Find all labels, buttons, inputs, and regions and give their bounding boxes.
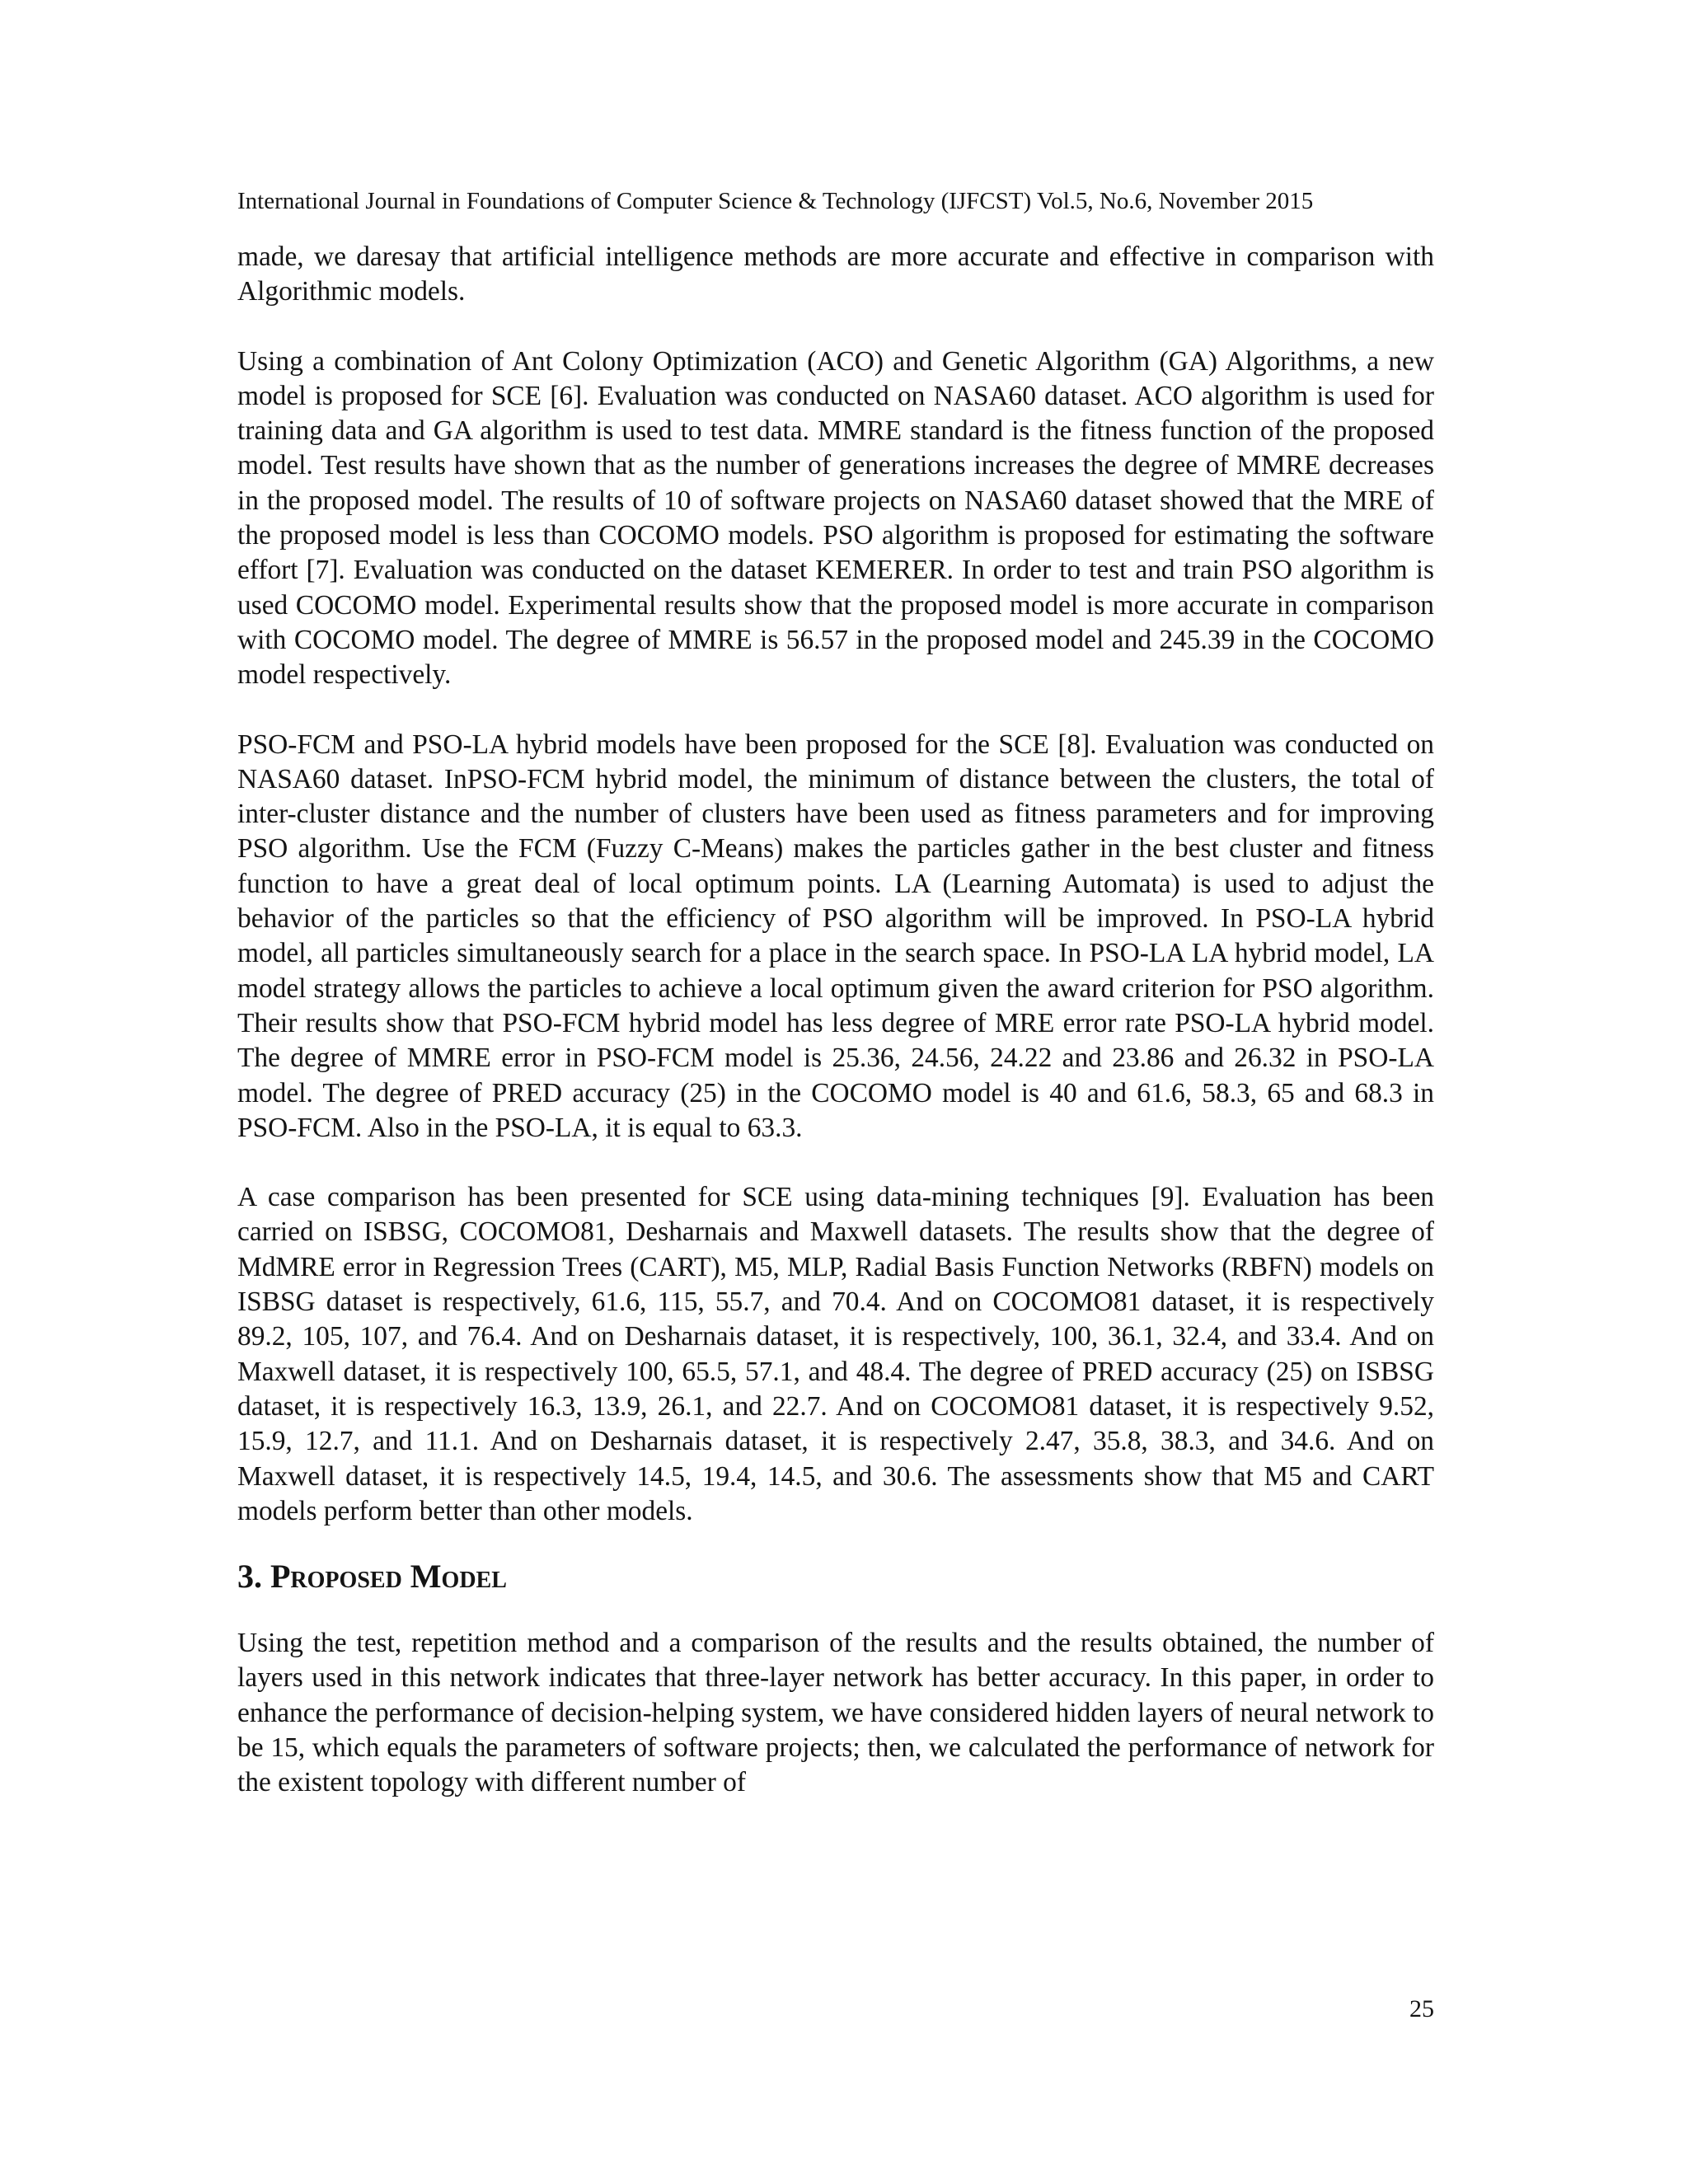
paragraph-proposed-model: Using the test, repetition method and a comparison of the results and the results obtained, the number of layers used in this network indicates that three-layer network has better accuracy. In this paper, in order to enhance the performance of decision-helping system, we have considered hidden layers of neural network to be 15, which equals the parameters of software projects; then, we calculated the performance of network for the existent topology with different number of xyxy=(237,1628,1434,1798)
section-heading xyxy=(237,1555,1434,1598)
running-header: International Journal in Foundations of Computer Science & Technology (IJFCST) Vol.5, No.6, November 2015 xyxy=(237,188,1314,214)
paragraph-continuation: made, we daresay that artificial intelligence methods are more accurate and effective in comparison with Algorithmic models. xyxy=(237,241,1434,307)
section-title: Proposed Model xyxy=(270,1558,507,1596)
article-body xyxy=(237,240,1434,1801)
paragraph-pso-hybrid: PSO-FCM and PSO-LA hybrid models have been proposed for the SCE [8]. Evaluation was conducted on NASA60 dataset. InPSO-FCM hybrid model, the minimum of distance between the clusters, the total of inter-cluster distance and the number of clusters have been used as fitness parameters and for improving PSO algorithm. Use the FCM (Fuzzy C-Means) makes the particles gather in the best cluster and fitness function to have a great deal of local optimum points. LA (Learning Automata) is used to adjust the behavior of the particles so that the efficiency of PSO algorithm will be improved. In PSO-LA hybrid model, all particles simultaneously search for a place in the search space. In PSO-LA LA hybrid model, LA model strategy allows the particles to achieve a local optimum given the award criterion for PSO algorithm. Their results show that PSO-FCM hybrid model has less degree of MRE error rate PSO-LA hybrid model. The degree of MMRE error in PSO-FCM model is 25.36, 24.56, 24.22 and 23.86 and 26.32 in PSO-LA model. The degree of PRED accuracy (25) in the COCOMO model is 40 and 61.6, 58.3, 65 and 68.3 in PSO-FCM. Also in the PSO-LA, it is equal to 63.3. xyxy=(237,729,1434,1143)
section-number: 3. xyxy=(237,1558,262,1596)
paragraph-aco-ga: Using a combination of Ant Colony Optimization (ACO) and Genetic Algorithm (GA) Algorithms, a new model is proposed for SCE [6]. Evaluation was conducted on NASA60 dataset. ACO algorithm is used for training data and GA algorithm is used to test data. MMRE standard is the fitness function of the proposed model. Test results have shown that as the number of generations increases the degree of MMRE decreases in the proposed model. The results of 10 of software projects on NASA60 dataset showed that the MRE of the proposed model is less than COCOMO models. PSO algorithm is proposed for estimating the software effort [7]. Evaluation was conducted on the dataset KEMERER. In order to test and train PSO algorithm is used COCOMO model. Experimental results show that the proposed model is more accurate in comparison with COCOMO model. The degree of MMRE is 56.57 in the proposed model and 245.39 in the COCOMO model respectively. xyxy=(237,345,1434,691)
paragraph-data-mining: A case comparison has been presented for SCE using data-mining techniques [9]. Evaluation has been carried on ISBSG, COCOMO81, Desharnais and Maxwell datasets. The results show that the degree of MdMRE error in Regression Trees (CART), M5, MLP, Radial Basis Function Networks (RBFN) models on ISBSG dataset is respectively, 61.6, 115, 55.7, and 70.4. And on COCOMO81 dataset, it is respectively 89.2, 105, 107, and 76.4. And on Desharnais dataset, it is respectively, 100, 36.1, 32.4, and 33.4. And on Maxwell dataset, it is respectively 100, 65.5, 57.1, and 48.4. The degree of PRED accuracy (25) on ISBSG dataset, it is respectively 16.3, 13.9, 26.1, and 22.7. And on COCOMO81 dataset, it is respectively 9.52, 15.9, 12.7, and 11.1. And on Desharnais dataset, it is respectively 2.47, 35.8, 38.3, and 34.6. And on Maxwell dataset, it is respectively 14.5, 19.4, 14.5, and 30.6. The assessments show that M5 and CART models perform better than other models. xyxy=(237,1182,1434,1526)
page-number: 25 xyxy=(1409,1995,1434,2022)
